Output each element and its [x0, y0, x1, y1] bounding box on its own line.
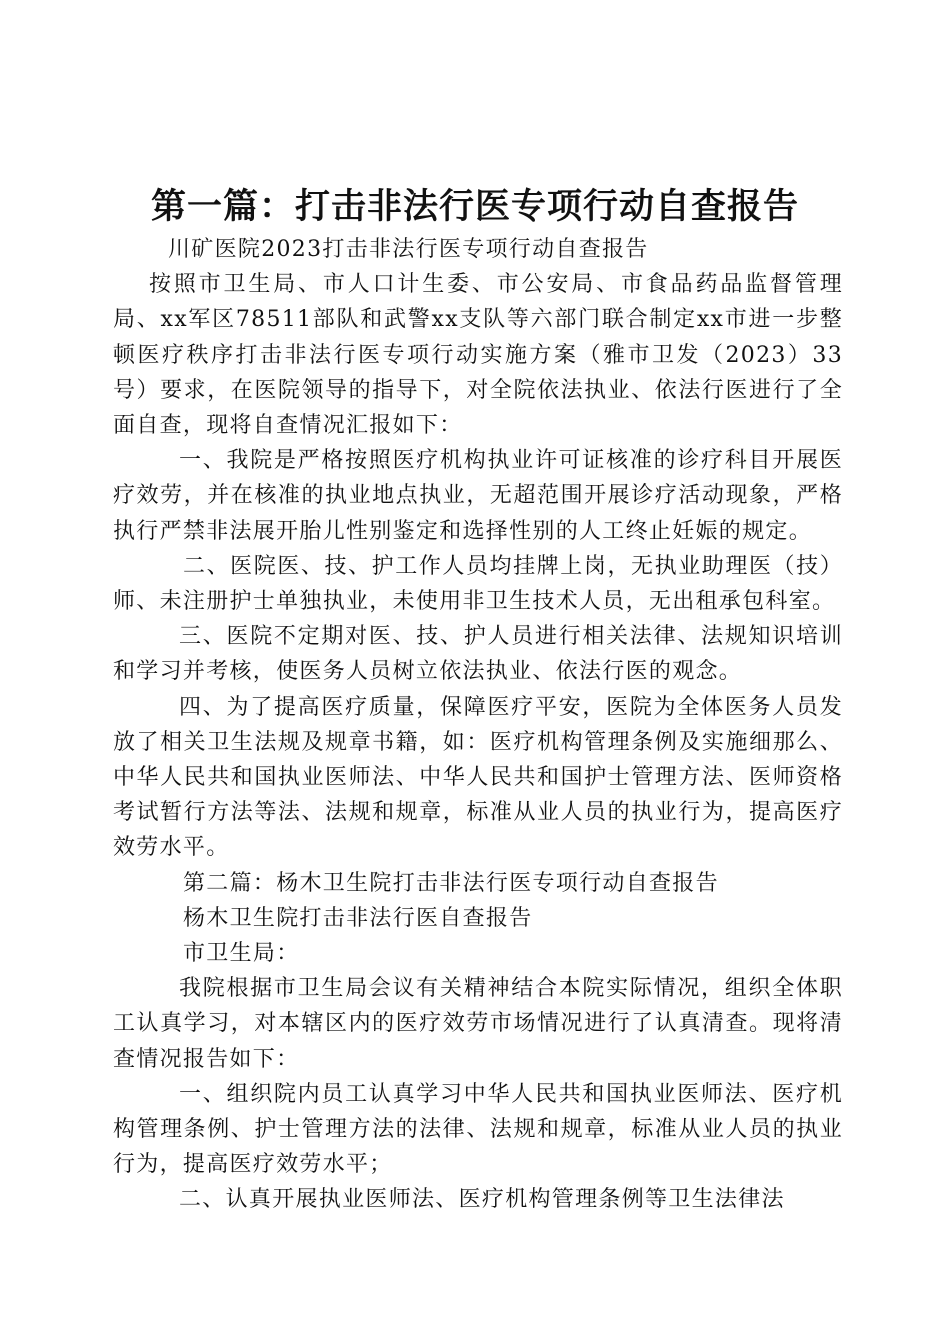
- paragraph: 四、为了提高医疗质量，保障医疗平安，医院为全体医务人员发放了相关卫生法规及规章书籍，如：医疗机构管理条例及实施细那么、中华人民共和国执业医师法、中华人民共和国护士管理方法、医师资格考试暂行方法等法、法规和规章，标准从业人员的执业行为，提高医疗效劳水平。: [113, 694, 843, 861]
- salutation: 市卫生局：: [183, 941, 300, 967]
- paragraph-subtitle: 川矿医院2023打击非法行医专项行动自查报告: [168, 237, 649, 262]
- paragraph: 一、我院是严格按照医疗机构执业许可证核准的诊疗科目开展医疗效劳，并在核准的执业地点执业，无超范围开展诊疗活动现象，严格执行严禁非法展开胎儿性别鉴定和选择性别的人工终止妊娠的规定。: [113, 448, 843, 544]
- paragraph: 三、医院不定期对医、技、护人员进行相关法律、法规知识培训和学习并考核，使医务人员树立依法执业、依法行医的观念。: [113, 624, 843, 685]
- document-body: [113, 232, 843, 1218]
- paragraph: 二、医院医、技、护工作人员均挂牌上岗，无执业助理医（技）师、未注册护士单独执业，未使用非卫生技术人员，无出租承包科室。: [113, 553, 843, 615]
- paragraph: 一、组织院内员工认真学习中华人民共和国执业医师法、医疗机构管理条例、护士管理方法的法律、法规和规章，标准从业人员的执业行为，提高医疗效劳水平；: [113, 1081, 843, 1178]
- paragraph: 按照市卫生局、市人口计生委、市公安局、市食品药品监督管理局、xx军区78511部队和武警xx支队等六部门联合制定xx市进一步整顿医疗秩序打击非法行医专项行动实施方案（雅市卫发（2023）33号）要求，在医院领导的指导下，对全院依法执业、依法行医进行了全面自查，现将自查情况汇报如下：: [113, 272, 843, 439]
- section-heading: 第二篇：杨木卫生院打击非法行医专项行动自查报告: [183, 870, 719, 896]
- section-subtitle: 杨木卫生院打击非法行医自查报告: [183, 905, 533, 931]
- document-title: 第一篇：打击非法行医专项行动自查报告: [150, 187, 799, 227]
- paragraph: 二、认真开展执业医师法、医疗机构管理条例等卫生法律法: [179, 1187, 785, 1213]
- paragraph: 我院根据市卫生局会议有关精神结合本院实际情况，组织全体职工认真学习，对本辖区内的医疗效劳市场情况进行了认真清查。现将清查情况报告如下：: [113, 976, 843, 1072]
